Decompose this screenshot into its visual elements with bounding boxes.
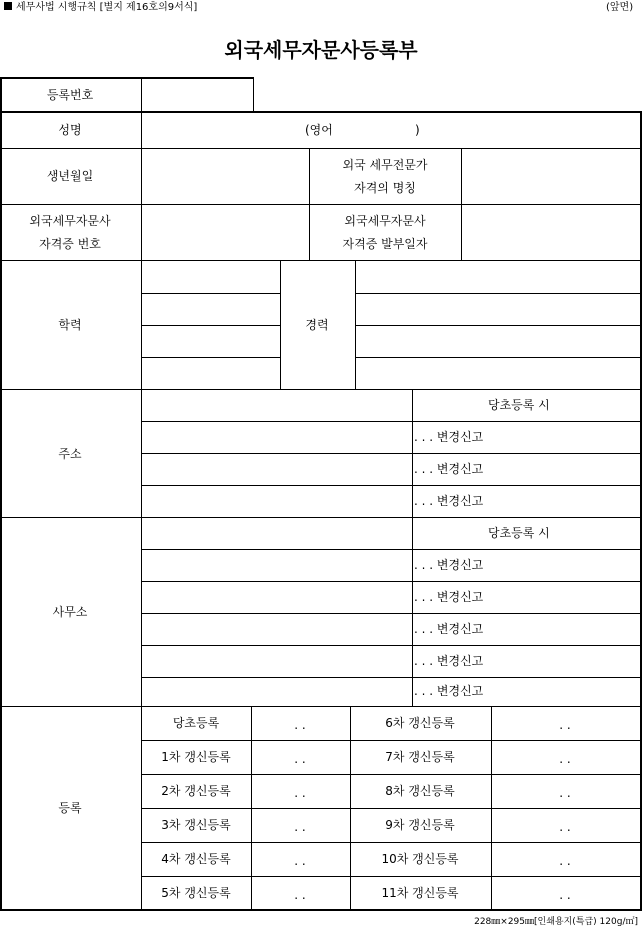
- paper-spec-footer: 228㎜×295㎜[인쇄용지(특급) 120g/㎡]: [474, 917, 638, 927]
- page-side-label: (앞면): [606, 2, 634, 13]
- label-office: 사무소: [52, 605, 88, 619]
- label-birthdate: 생년월일: [46, 169, 94, 183]
- date-dots: . .: [294, 888, 306, 902]
- registration-right-label: 10차 갱신등록: [381, 852, 459, 866]
- address-change-note: . . . 변경신고: [414, 462, 484, 476]
- label-education: 학력: [58, 318, 82, 332]
- registration-left-label: 5차 갱신등록: [161, 886, 231, 900]
- label-registration: 등록: [58, 801, 82, 815]
- office-change-note: . . . 변경신고: [414, 622, 484, 636]
- date-dots: . .: [559, 820, 571, 834]
- office-change-note: . . . 변경신고: [414, 684, 484, 698]
- registration-right-label: 7차 갱신등록: [385, 750, 455, 764]
- label-career: 경력: [305, 318, 329, 332]
- registration-left-label: 2차 갱신등록: [161, 784, 231, 798]
- address-change-note: . . . 변경신고: [414, 430, 484, 444]
- date-dots: . .: [294, 752, 306, 766]
- registration-left-label: 당초등록: [172, 716, 220, 730]
- registration-right-label: 8차 갱신등록: [385, 784, 455, 798]
- label-name: 성명: [58, 123, 82, 137]
- office-initial-note: 당초등록 시: [488, 526, 550, 540]
- label-address: 주소: [58, 447, 82, 461]
- form-reference-text: 세무사법 시행규칙 [별지 제16호의9서식]: [16, 2, 198, 13]
- registration-left-label: 4차 갱신등록: [161, 852, 231, 866]
- date-dots: . .: [294, 820, 306, 834]
- registration-right-label: 9차 갱신등록: [385, 818, 455, 832]
- address-initial-note: 당초등록 시: [488, 398, 550, 412]
- office-change-note: . . . 변경신고: [414, 558, 484, 572]
- date-dots: . .: [559, 752, 571, 766]
- registration-right-label: 6차 갱신등록: [385, 716, 455, 730]
- label-issue-date-line2: 자격증 발부일자: [342, 237, 428, 251]
- form-reference: [4, 1, 197, 15]
- registration-right-label: 11차 갱신등록: [381, 886, 459, 900]
- label-cert-number-line1: 외국세무자문사: [29, 214, 111, 228]
- label-qualification-line2: 자격의 명칭: [354, 181, 416, 195]
- date-dots: . .: [559, 718, 571, 732]
- office-change-note: . . . 변경신고: [414, 654, 484, 668]
- form-title: 외국세무자문사등록부: [224, 38, 418, 62]
- registration-left-label: 3차 갱신등록: [161, 818, 231, 832]
- date-dots: . .: [294, 786, 306, 800]
- office-change-note: . . . 변경신고: [414, 590, 484, 604]
- date-dots: . .: [294, 718, 306, 732]
- registration-left-label: 1차 갱신등록: [161, 750, 231, 764]
- date-dots: . .: [294, 854, 306, 868]
- english-name-close: ): [415, 123, 420, 137]
- label-cert-number-line2: 자격증 번호: [39, 237, 101, 251]
- label-registration-number: 등록번호: [46, 88, 94, 102]
- date-dots: . .: [559, 854, 571, 868]
- english-name-open: (영어: [305, 123, 333, 137]
- date-dots: . .: [559, 888, 571, 902]
- address-change-note: . . . 변경신고: [414, 494, 484, 508]
- label-issue-date-line1: 외국세무자문사: [344, 214, 426, 228]
- date-dots: . .: [559, 786, 571, 800]
- label-qualification-line1: 외국 세무전문가: [342, 158, 428, 172]
- square-bullet-icon: [4, 2, 12, 10]
